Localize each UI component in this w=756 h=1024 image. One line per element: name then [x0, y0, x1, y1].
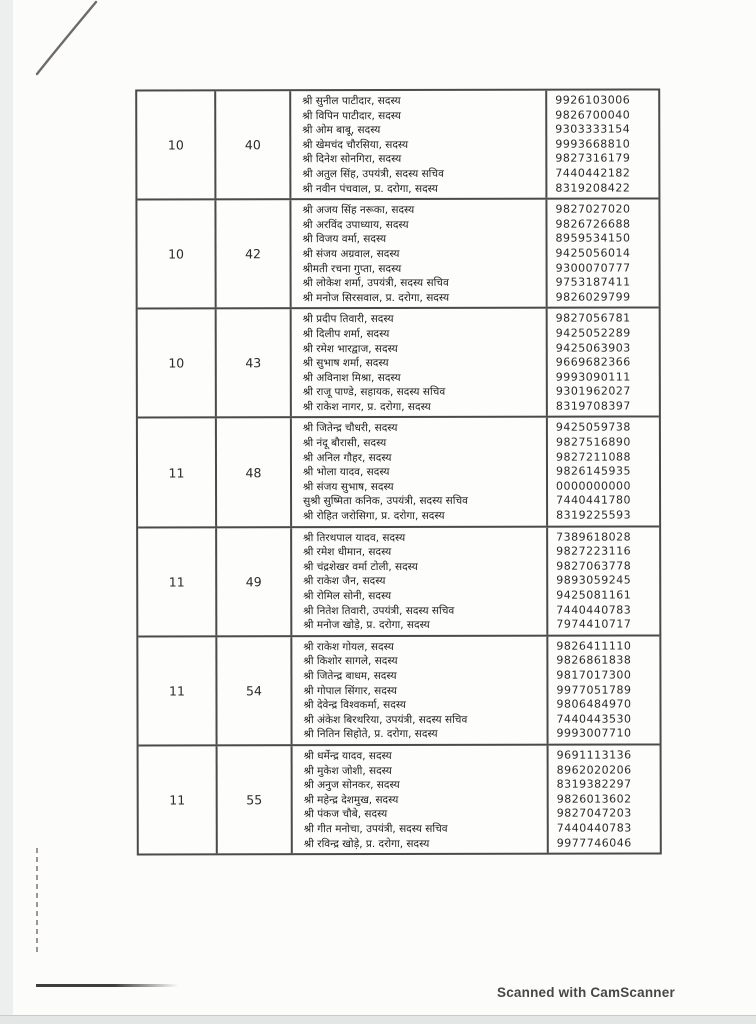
member-name-text: श्री राजू पाण्डे, सहायक, सदस्य सचिव — [302, 386, 446, 399]
member-name-text: श्री जितेन्द्र बाधम, सदस्य — [303, 669, 397, 683]
member-name-text: श्री राकेश नागर, प्र. दरोगा, सदस्य — [302, 400, 431, 414]
member-names-cell — [291, 200, 547, 308]
group-number-cell: 10 — [137, 91, 216, 198]
member-phone-text: 9926103006 — [555, 93, 631, 107]
member-name-text: श्री देवेन्द्र विश्वकर्मा, सदस्य — [303, 699, 407, 712]
phone-numbers-cell — [548, 527, 659, 634]
member-phone-text: 8319708397 — [555, 399, 631, 413]
member-names-cell — [291, 91, 547, 199]
page-border-fragment-horizontal — [36, 984, 178, 987]
member-phone-text: 9303333154 — [555, 122, 631, 136]
member-phone-text: 8319208422 — [555, 181, 631, 195]
member-name-text: श्री नवीन पंचवाल, प्र. दरोगा, सदस्य — [302, 182, 438, 195]
member-name-text: श्री चंद्रशेखर वर्मा टोली, सदस्य — [303, 560, 418, 574]
member-name-text: श्री नंदू बौरासी, सदस्य — [302, 437, 387, 450]
member-phone-text: 9301962027 — [555, 384, 631, 398]
member-phone-text: 9826145935 — [555, 464, 632, 478]
member-phone-text: 9425056014 — [555, 246, 631, 260]
page-border-fragment-vertical — [36, 848, 38, 954]
member-name-text: श्री अजय सिंह नरूका, सदस्य — [302, 204, 415, 217]
member-phone-text: 9817017300 — [556, 668, 632, 682]
member-names-cell — [293, 746, 549, 854]
group-number-cell: 11 — [138, 528, 217, 635]
member-phone-text: 7389618028 — [556, 530, 632, 544]
member-name-text: श्री अविनाश मिश्रा, सदस्य — [302, 371, 401, 384]
member-name-text: श्री अरविंद उपाध्याय, सदस्य — [302, 218, 409, 231]
member-phone-text: 9753187411 — [555, 275, 631, 289]
member-name-text: श्री खेमचंद चौरसिया, सदस्य — [302, 138, 409, 151]
member-phone-text: 9827316179 — [555, 151, 631, 166]
member-name-text: श्री रोमिल सोनी, सदस्य — [303, 590, 392, 603]
member-phone-text: 9827056781 — [555, 311, 631, 325]
scan-edge-strip — [0, 0, 13, 1016]
group-number-cell: 11 — [138, 637, 217, 744]
member-name-text: सुश्री सुष्मिता कनिक, उपयंत्री, सदस्य सचिव — [303, 495, 468, 508]
member-name-text: श्री रमेश भारद्वाज, सदस्य — [302, 342, 398, 355]
member-name-text: श्री तिरथपाल यादव, सदस्य — [303, 531, 406, 544]
member-phone-text: 9826013602 — [556, 792, 632, 806]
member-phone-text: 9826726688 — [555, 217, 631, 231]
member-names-cell — [292, 418, 548, 526]
group-number-cell: 10 — [138, 310, 217, 417]
member-name-text: श्री संजय सुभाष, सदस्य — [303, 480, 394, 494]
table-row-group — [139, 745, 660, 853]
member-name-text: श्री मनोज खोड़े, प्र. दरोगा, सदस्य — [303, 619, 430, 632]
member-phone-text: 7440440783 — [556, 821, 632, 835]
member-name-text: श्री सुनील पाटीदार, सदस्य — [302, 94, 401, 108]
member-name-text: श्री संजय अग्रवाल, सदस्य — [302, 247, 400, 261]
member-phone-text: 9977051789 — [556, 683, 632, 697]
member-name-text: श्री किशोर सागले, सदस्य — [303, 655, 398, 668]
ward-number-cell: 42 — [216, 200, 291, 307]
member-phone-text: 8319382297 — [556, 777, 632, 791]
member-phone-text: 9806484970 — [556, 697, 632, 711]
member-name-text: श्री राकेश जैन, सदस्य — [303, 575, 386, 588]
member-phone-text: 9993668810 — [555, 137, 631, 151]
member-names-cell — [292, 636, 548, 744]
phone-numbers-cell — [547, 200, 658, 307]
phone-numbers-cell — [548, 309, 659, 416]
phone-numbers-cell — [547, 90, 658, 197]
member-phone-text: 9826861838 — [556, 653, 632, 668]
member-name-text: श्री सुभाष शर्मा, सदस्य — [302, 357, 389, 370]
member-name-text: श्री मुकेश जोशी, सदस्य — [303, 764, 392, 777]
table-row-group — [138, 309, 659, 419]
ward-number-cell: 54 — [217, 637, 292, 744]
camscanner-watermark: Scanned with CamScanner — [497, 985, 675, 1000]
member-phone-text: 9691113136 — [556, 748, 632, 762]
member-phone-text: 9425063903 — [555, 341, 631, 355]
member-phone-text: 0000000000 — [556, 479, 632, 493]
member-name-text: श्री विजय वर्मा, सदस्य — [302, 233, 387, 246]
member-name-text: श्री दिलीप शर्मा, सदस्य — [302, 327, 390, 341]
member-phone-text: 9827047203 — [556, 806, 632, 820]
table-row-group — [137, 200, 658, 310]
member-phone-text: 7440440783 — [556, 603, 632, 617]
pen-stroke-mark — [0, 0, 120, 90]
member-name-text: श्री नितेश तिवारी, उपयंत्री, सदस्य सचिव — [303, 604, 455, 617]
member-phone-text: 9669682366 — [555, 355, 631, 369]
bottom-bar — [0, 1015, 756, 1024]
member-name-text: श्री पंकज चौबे, सदस्य — [303, 808, 388, 821]
member-phone-text: 7440441780 — [556, 493, 632, 508]
members-table — [135, 88, 662, 855]
member-phone-text: 9827223116 — [556, 544, 632, 558]
phone-numbers-cell — [548, 636, 659, 743]
member-name-text: श्री प्रदीप तिवारी, सदस्य — [302, 313, 394, 326]
member-phone-text: 7974410717 — [556, 617, 632, 631]
member-phone-text: 9826700040 — [555, 108, 631, 122]
table-row-group — [138, 636, 659, 746]
member-phone-text: 8962020206 — [556, 763, 632, 777]
member-name-text: श्री रविन्द्र खोड़े, प्र. दरोगा, सदस्य — [303, 837, 430, 850]
member-name-text: श्री अनिल गौहर, सदस्य — [302, 451, 392, 464]
member-phone-text: 7440442182 — [555, 166, 631, 180]
member-phone-text: 9425081161 — [556, 588, 632, 602]
group-number-cell: 11 — [139, 746, 218, 853]
member-phone-text: 9827516890 — [555, 435, 631, 449]
ward-number-cell: 55 — [218, 746, 293, 853]
phone-numbers-cell — [549, 745, 660, 852]
member-name-text: श्री दिनेश सोनगिरा, सदस्य — [302, 153, 402, 166]
member-phone-text: 9827063778 — [556, 559, 632, 573]
member-name-text: श्रीमती रचना गुप्ता, सदस्य — [302, 262, 402, 275]
ward-number-cell: 48 — [217, 419, 292, 526]
member-name-text: श्री अंकेश बिरथरिया, उपयंत्री, सदस्य सचिव — [303, 713, 468, 726]
member-name-text: श्री धर्मेन्द्र यादव, सदस्य — [303, 749, 392, 763]
member-name-text: श्री जितेन्द्र चौधरी, सदस्य — [302, 422, 398, 435]
table-row-group — [138, 418, 659, 528]
member-name-text: श्री गोपाल सिंगार, सदस्य — [303, 684, 398, 697]
phone-numbers-cell — [548, 418, 659, 525]
member-name-text: श्री रोहित जरोसिगा, प्र. दरोगा, सदस्य — [303, 509, 445, 523]
member-phone-text: 7440443530 — [556, 712, 632, 726]
member-names-cell — [292, 309, 548, 417]
ward-number-cell: 40 — [216, 91, 291, 198]
ward-number-cell: 49 — [217, 528, 292, 635]
table-row-group — [137, 90, 658, 200]
member-names-cell — [292, 527, 548, 635]
member-name-text: श्री महेन्द्र देशमुख, सदस्य — [303, 793, 399, 806]
member-name-text: श्री भोला यादव, सदस्य — [302, 466, 390, 479]
member-phone-text: 9425059738 — [555, 420, 631, 435]
member-name-text: श्री लोकेश शर्मा, उपयंत्री, सदस्य सचिव — [302, 277, 449, 290]
table-row-group — [138, 527, 659, 637]
member-phone-text: 9827027020 — [555, 202, 631, 216]
member-name-text: श्री रमेश धीमान, सदस्य — [303, 546, 392, 559]
member-name-text: श्री अनुज सोनकर, सदस्य — [303, 779, 400, 792]
ward-number-cell: 43 — [217, 310, 292, 417]
member-phone-text: 9826411110 — [556, 639, 632, 653]
member-name-text: श्री राकेश गोयल, सदस्य — [303, 640, 394, 653]
member-phone-text: 9993007710 — [556, 726, 632, 741]
member-phone-text: 9425052289 — [555, 326, 631, 340]
member-name-text: श्री अतुल सिंह, उपयंत्री, सदस्य सचिव — [302, 167, 444, 181]
member-phone-text: 9827211088 — [555, 450, 631, 464]
member-phone-text: 9893059245 — [556, 573, 632, 588]
member-phone-text: 9826029799 — [555, 290, 631, 304]
member-name-text: श्री ओम बाबू, सदस्य — [302, 124, 381, 137]
member-phone-text: 8319225593 — [556, 508, 632, 522]
member-phone-text: 9977746046 — [556, 836, 632, 850]
member-name-text: श्री विपिन पाटीदार, सदस्य — [302, 109, 401, 122]
member-phone-text: 8959534150 — [555, 231, 631, 246]
group-number-cell: 10 — [137, 201, 216, 308]
member-name-text: श्री नितिन सिहोते, प्र. दरोगा, सदस्य — [303, 728, 438, 741]
member-phone-text: 9300070777 — [555, 261, 631, 275]
member-name-text: श्री मनोज सिरसवाल, प्र. दरोगा, सदस्य — [302, 291, 450, 304]
member-phone-text: 9993090111 — [555, 370, 631, 384]
member-name-text: श्री गीत मनोचा, उपयंत्री, सदस्य सचिव — [303, 822, 448, 836]
group-number-cell: 11 — [138, 419, 217, 526]
